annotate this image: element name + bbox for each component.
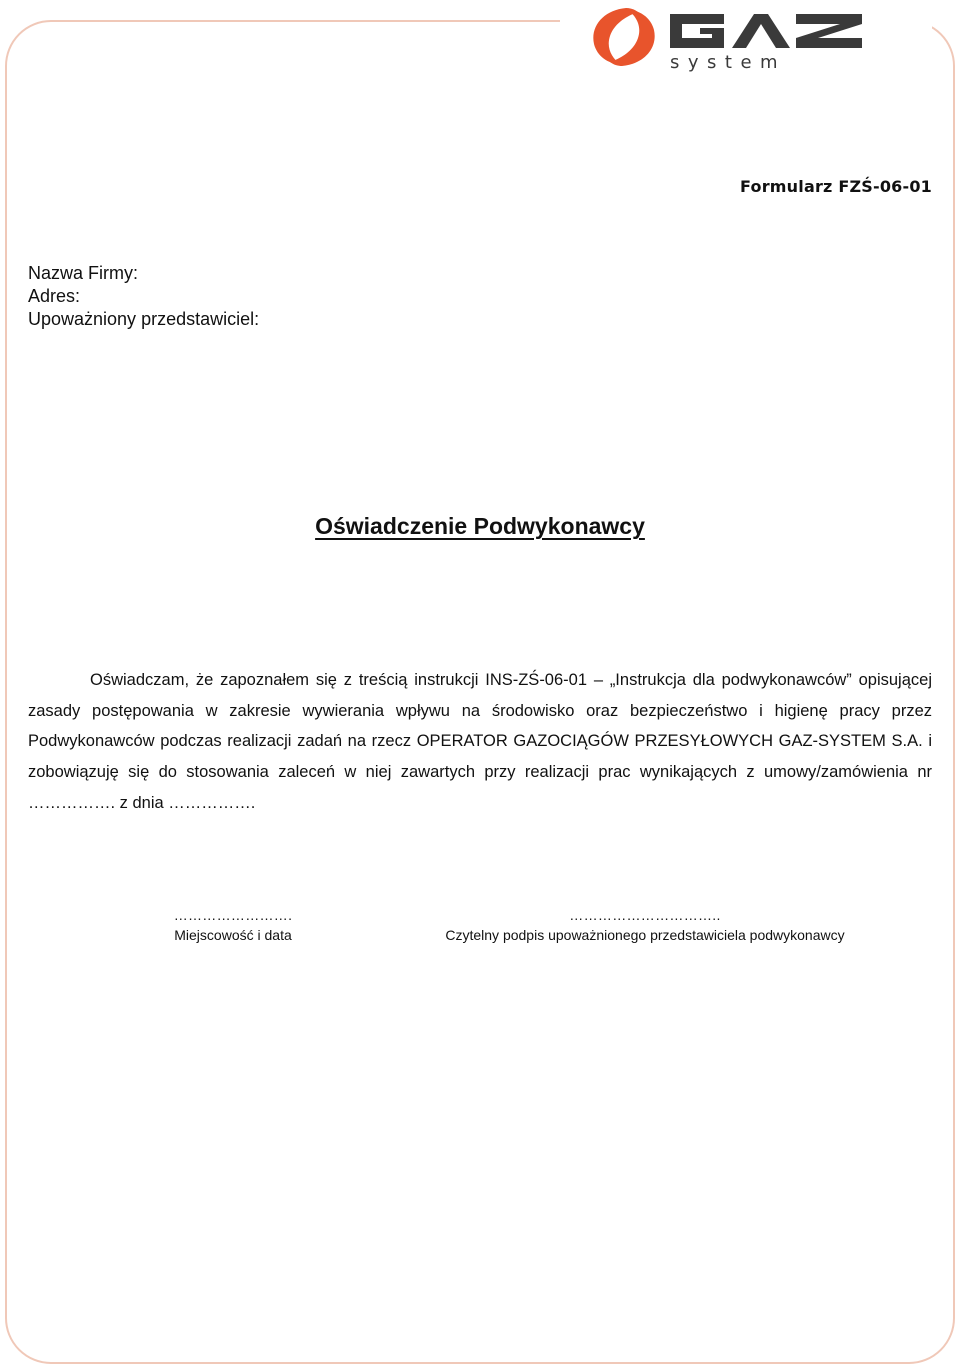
- company-name-label: Nazwa Firmy:: [28, 263, 139, 283]
- signature-dots: …………………………..: [569, 907, 721, 923]
- gaz-wordmark: [670, 14, 862, 48]
- place-date-caption: Miejscowość i data: [174, 927, 292, 943]
- statement-body: [28, 665, 932, 819]
- statement-text: Oświadczam, że zapoznałem się z treścią instrukcji INS-ZŚ-06-01 – „Instrukcja dla podwykonawców” opisującej zasady postępowania w zakresie wywierania wpływu na środowisko oraz bezpieczeństwo i higienę pracy przez Podwykonawców podczas realizacji zadań na rzecz OPERATOR GAZOCIĄGÓW PRZESYŁOWYCH GAZ-SYSTEM S.A. i zobowiązuję się do stosowania zaleceń w niej zawartych przy realizacji prac wynikających z umowy/zamówienia nr ……………. z dnia …………….: [28, 671, 932, 812]
- statement-paragraph: [28, 665, 932, 819]
- flame-swirl-icon: [593, 8, 654, 66]
- system-tagline: [670, 52, 786, 72]
- signature-block: [430, 907, 860, 944]
- place-date-block: [133, 907, 333, 944]
- place-date-dots: …………………….: [173, 907, 293, 923]
- company-address-label: Adres:: [28, 286, 81, 306]
- gaz-system-logo: [586, 2, 870, 72]
- document-title: Oświadczenie Podwykonawcy: [315, 513, 645, 539]
- company-fields: [28, 262, 259, 331]
- form-number: Formularz FZŚ-06-01: [740, 177, 932, 196]
- authorized-representative-label: Upoważniony przedstawiciel:: [28, 309, 260, 329]
- svg-text:system: system: [670, 52, 787, 72]
- signature-caption: Czytelny podpis upoważnionego przedstawiciela podwykonawcy: [445, 927, 845, 943]
